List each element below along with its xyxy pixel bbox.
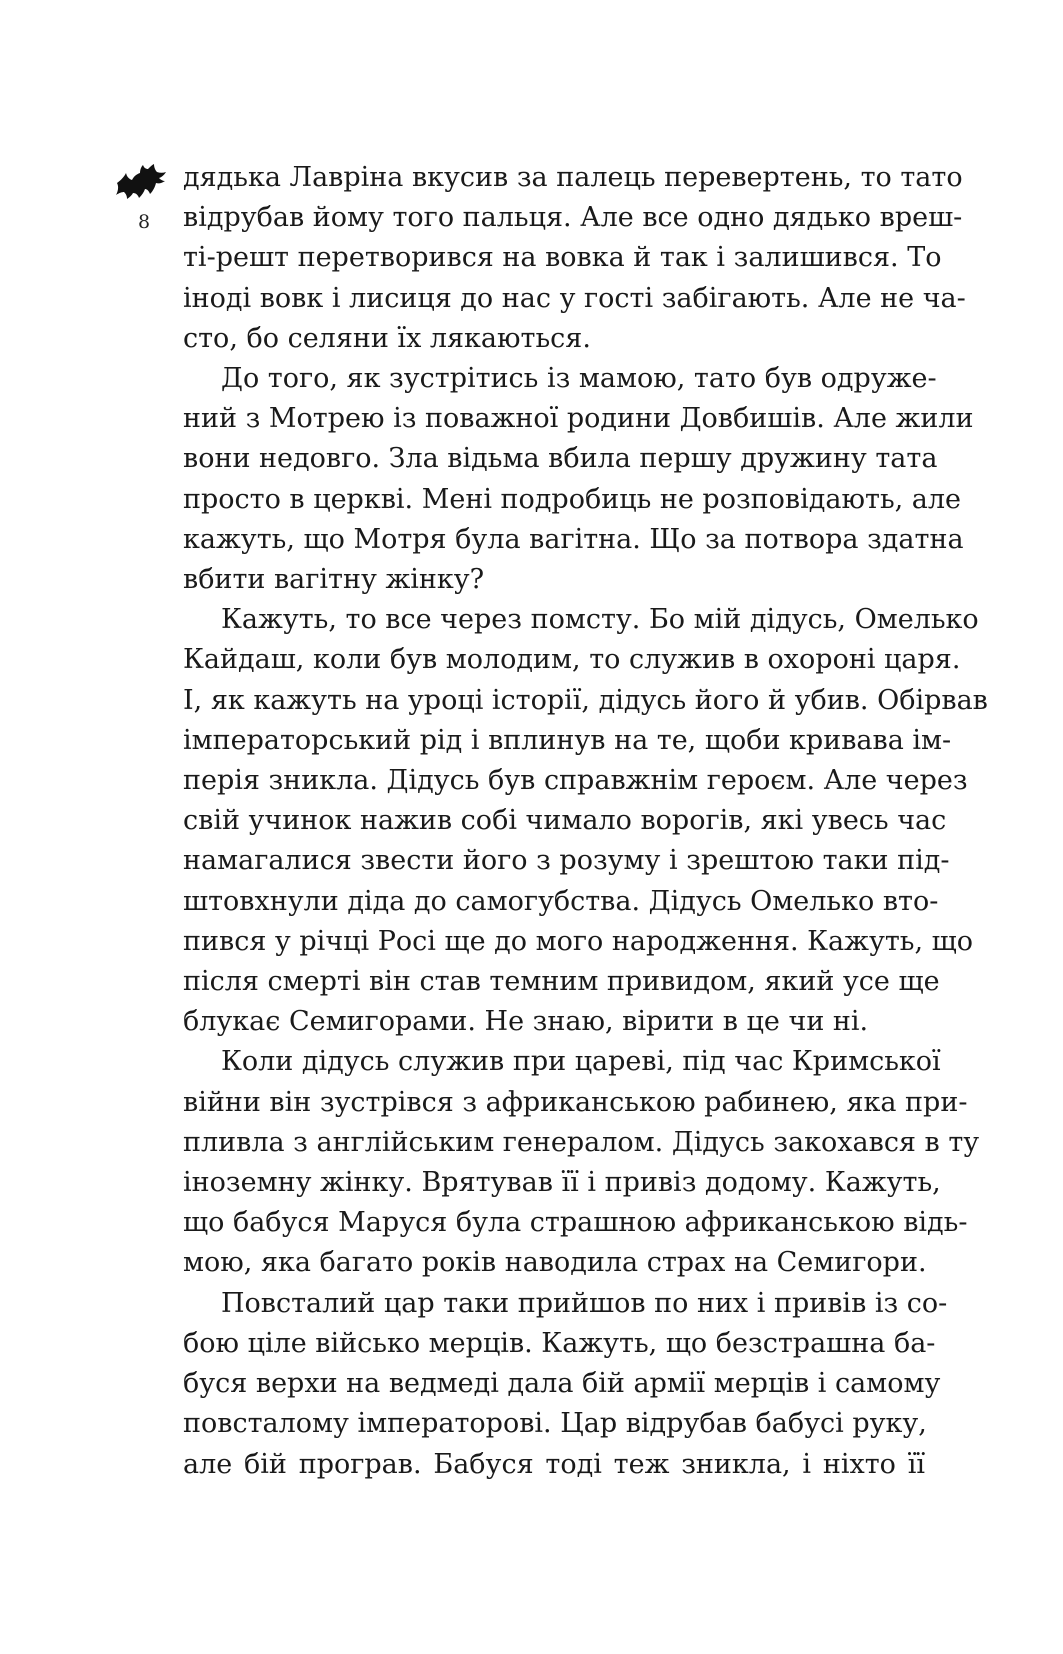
text-line: повсталому імператорові. Цар відрубав бабусі руку, <box>183 1408 927 1440</box>
text-line: дядька Лавріна вкусив за палець перевертень, то тато <box>183 162 963 193</box>
text-line: До того, як зустрітись із мамою, тато був одруже- <box>221 363 937 395</box>
text-line: буся верхи на ведмеді дала бій армії мерців і самому <box>183 1368 941 1400</box>
text-line: намагалися звести його з розуму і зрештою таки під- <box>183 845 950 877</box>
text-line: ті-решт перетворився на вовка й так і залишився. То <box>183 242 942 274</box>
text-line: бою ціле військо мерців. Кажуть, що безстрашна ба- <box>183 1327 936 1359</box>
text-line: блукає Семигорами. Не знаю, вірити в це чи ні. <box>183 1006 869 1038</box>
text-line: Кайдаш, коли був молодим, то служив в охороні царя. <box>183 644 961 676</box>
page-number: 8 <box>138 211 151 233</box>
text-line: іноді вовк і лисиця до нас у гості забігають. Але не ча- <box>183 282 966 314</box>
text-line: сто, бо селяни їх лякаються. <box>183 322 591 354</box>
text-line: іноземну жінку. Врятував її і привіз додому. Кажуть, <box>183 1167 941 1199</box>
text-line: імператорський рід і вплинув на те, щоби кривава ім- <box>183 724 952 756</box>
text-line: Повсталий цар таки прийшов по них і привів із со- <box>221 1287 948 1319</box>
text-line: просто в церкві. Мені подробиць не розповідають, але <box>183 483 962 515</box>
paragraph <box>183 359 974 600</box>
body-text <box>183 158 988 1485</box>
text-line: але бій програв. Бабуся тоді теж зникла, і ніхто її <box>183 1448 925 1480</box>
paragraph <box>183 1042 980 1283</box>
text-line: війни він зустрівся з африканською рабинею, яка при- <box>183 1086 968 1118</box>
text-line: Кажуть, то все через помсту. Бо мій дідусь, Омелько <box>221 604 979 636</box>
text-line: ний з Мотрею із поважної родини Довбишів. Але жили <box>183 403 974 435</box>
paragraph <box>183 600 988 1042</box>
bat-icon <box>115 163 167 201</box>
text-line: кажуть, що Мотря була вагітна. Що за потвора здатна <box>183 523 964 555</box>
text-line: свій учинок нажив собі чимало ворогів, які увесь час <box>183 805 947 837</box>
text-line: вони недовго. Зла відьма вбила першу дружину тата <box>183 443 938 475</box>
text-line: пливла з англійським генералом. Дідусь закохався в ту <box>183 1126 980 1158</box>
paragraph <box>183 1284 948 1485</box>
text-line: що бабуся Маруся була страшною африканською відь- <box>183 1207 968 1239</box>
text-line: Коли дідусь служив при цареві, під час Кримської <box>221 1046 941 1078</box>
text-line: мою, яка багато років наводила страх на Семигори. <box>183 1247 927 1279</box>
text-line: штовхнули діда до самогубства. Дідусь Омелько вто- <box>183 885 939 917</box>
text-line: І, як кажуть на уроці історії, дідусь його й убив. Обірвав <box>183 684 988 716</box>
text-line: пився у річці Росі ще до мого народження. Кажуть, що <box>183 925 974 957</box>
paragraph <box>183 158 966 359</box>
text-line: відрубав йому того пальця. Але все одно дядько вреш- <box>183 202 963 234</box>
text-line: після смерті він став темним привидом, який усе ще <box>183 966 940 998</box>
text-line: перія зникла. Дідусь був справжнім героєм. Але через <box>183 765 968 797</box>
text-line: вбити вагітну жінку? <box>183 564 485 596</box>
